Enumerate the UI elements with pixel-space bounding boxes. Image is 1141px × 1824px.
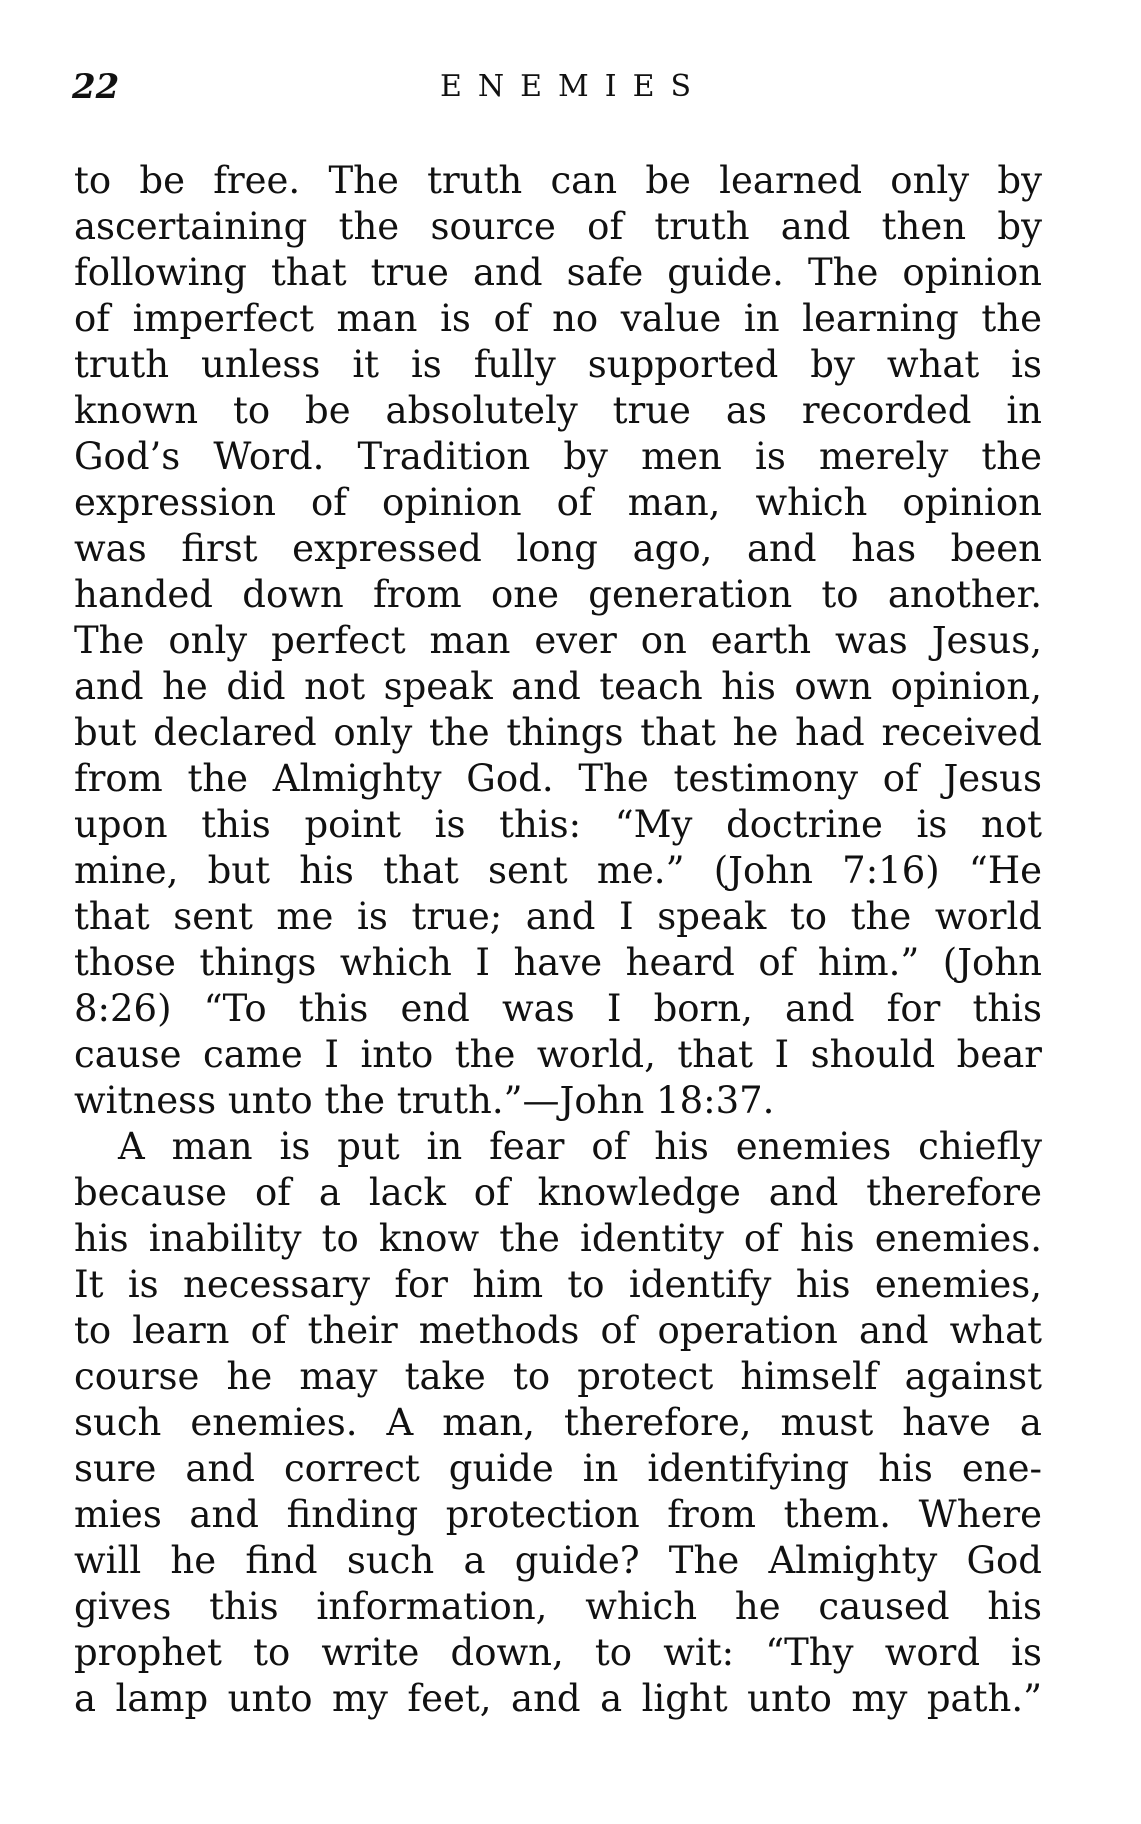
page-header bbox=[72, 62, 1059, 112]
text-line: handed down from one generation to another. bbox=[74, 573, 1042, 616]
text-line: course he may take to protect himself against bbox=[74, 1355, 1042, 1398]
text-line: upon this point is this: “My doctrine is not bbox=[74, 803, 1042, 846]
text-line: of imperfect man is of no value in learning the bbox=[74, 297, 1042, 340]
text-line: cause came I into the world, that I should bear bbox=[74, 1033, 1042, 1076]
text-line: following that true and safe guide. The opinion bbox=[74, 251, 1042, 294]
paragraph-1 bbox=[74, 158, 1042, 1124]
text-line: It is necessary for him to identify his enemies, bbox=[74, 1263, 1042, 1306]
text-line: those things which I have heard of him.” (John bbox=[74, 941, 1042, 984]
text-line: will he find such a guide? The Almighty God bbox=[74, 1539, 1042, 1582]
text-line: God’s Word. Tradition by men is merely the bbox=[74, 435, 1042, 478]
body-text bbox=[74, 158, 1042, 1722]
text-line: such enemies. A man, therefore, must have a bbox=[74, 1401, 1042, 1444]
page-number: 22 bbox=[72, 67, 120, 107]
text-line: his inability to know the identity of his enemies. bbox=[74, 1217, 1042, 1260]
text-line: mies and finding protection from them. Where bbox=[74, 1493, 1042, 1536]
text-line: to learn of their methods of operation and what bbox=[74, 1309, 1042, 1352]
text-line: prophet to write down, to wit: “Thy word is bbox=[74, 1631, 1042, 1674]
text-line: gives this information, which he caused his bbox=[74, 1585, 1042, 1628]
text-line: a lamp unto my feet, and a light unto my path.” bbox=[74, 1677, 1042, 1720]
text-line: mine, but his that sent me.” (John 7:16) “He bbox=[74, 849, 1042, 892]
text-line: truth unless it is fully supported by what is bbox=[74, 343, 1042, 386]
text-line: known to be absolutely true as recorded in bbox=[74, 389, 1042, 432]
text-line: A man is put in fear of his enemies chiefly bbox=[118, 1125, 1042, 1168]
text-line: because of a lack of knowledge and therefore bbox=[74, 1171, 1042, 1214]
text-line: but declared only the things that he had received bbox=[74, 711, 1042, 754]
paragraph-2 bbox=[74, 1124, 1042, 1722]
text-line: from the Almighty God. The testimony of Jesus bbox=[74, 757, 1042, 800]
running-title: ENEMIES bbox=[439, 69, 708, 104]
text-line: was first expressed long ago, and has been bbox=[74, 527, 1042, 570]
text-line: ascertaining the source of truth and then by bbox=[74, 205, 1042, 248]
text-line: and he did not speak and teach his own opinion, bbox=[74, 665, 1042, 708]
text-line: 8:26) “To this end was I born, and for this bbox=[74, 987, 1042, 1030]
text-line: witness unto the truth.”—John 18:37. bbox=[74, 1079, 775, 1122]
text-line: that sent me is true; and I speak to the world bbox=[74, 895, 1042, 938]
text-line: The only perfect man ever on earth was Jesus, bbox=[74, 619, 1042, 662]
text-line: sure and correct guide in identifying his ene- bbox=[74, 1447, 1042, 1490]
text-line: to be free. The truth can be learned only by bbox=[74, 159, 1042, 202]
text-line: expression of opinion of man, which opinion bbox=[74, 481, 1042, 524]
